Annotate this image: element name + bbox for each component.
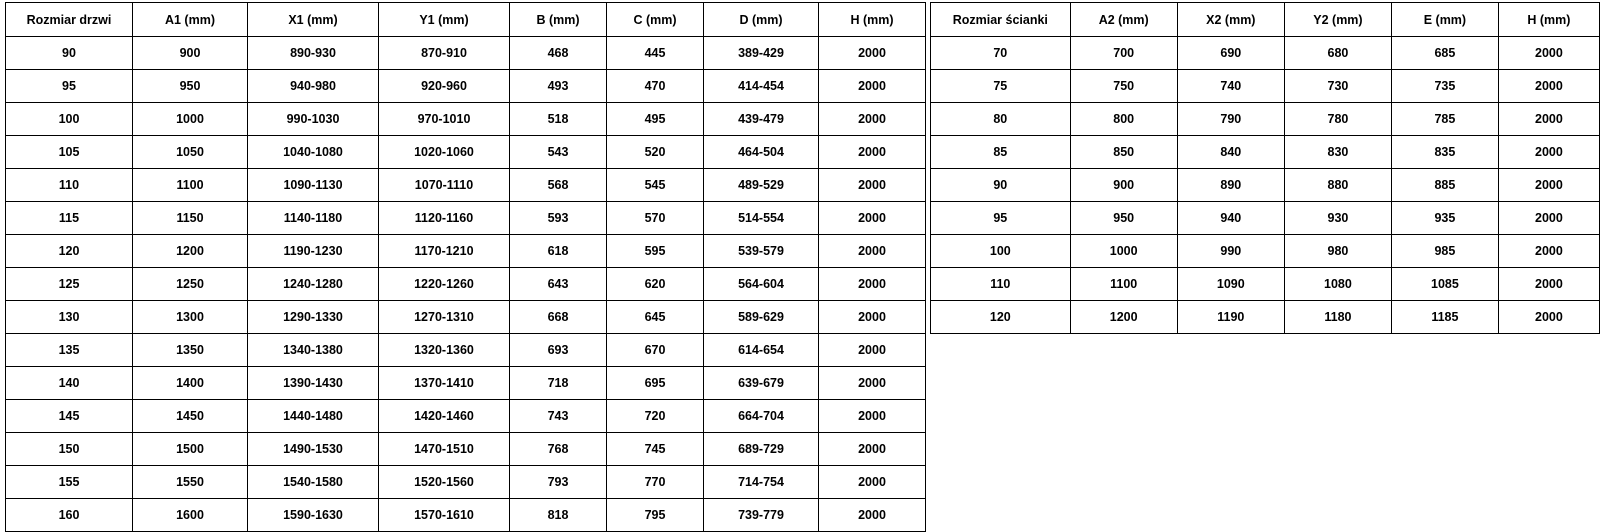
table-cell: 2000 <box>1498 235 1599 268</box>
table-cell: 890 <box>1177 169 1284 202</box>
table-cell: 2000 <box>1498 37 1599 70</box>
table-cell: 468 <box>510 37 607 70</box>
table-row <box>6 37 926 70</box>
table-cell: 743 <box>510 400 607 433</box>
table-cell: 990 <box>1177 235 1284 268</box>
table-cell: 1150 <box>133 202 248 235</box>
table-cell: 2000 <box>819 235 926 268</box>
table-row <box>6 70 926 103</box>
table-cell: 1590-1630 <box>248 499 379 532</box>
table-cell: 1550 <box>133 466 248 499</box>
table-cell: 1100 <box>1070 268 1177 301</box>
table-cell: 680 <box>1284 37 1391 70</box>
table-cell: 2000 <box>819 202 926 235</box>
table-cell: 770 <box>607 466 704 499</box>
table-cell: 940-980 <box>248 70 379 103</box>
table-cell: 2000 <box>819 400 926 433</box>
table-cell: 1300 <box>133 301 248 334</box>
table-cell: 1450 <box>133 400 248 433</box>
table-cell: 990-1030 <box>248 103 379 136</box>
table-cell: 2000 <box>819 136 926 169</box>
table-cell: 790 <box>1177 103 1284 136</box>
table-cell: 2000 <box>819 433 926 466</box>
table-cell: 445 <box>607 37 704 70</box>
table-cell: 1090 <box>1177 268 1284 301</box>
table-row <box>6 202 926 235</box>
table-cell: 1370-1410 <box>379 367 510 400</box>
table-cell: 140 <box>6 367 133 400</box>
table-header-row <box>6 3 926 37</box>
table-cell: 2000 <box>819 103 926 136</box>
table-cell: 95 <box>931 202 1071 235</box>
table-cell: 1470-1510 <box>379 433 510 466</box>
table-cell: 2000 <box>1498 301 1599 334</box>
table-cell: 668 <box>510 301 607 334</box>
table-cell: 935 <box>1391 202 1498 235</box>
table-cell: 1290-1330 <box>248 301 379 334</box>
table-cell: 593 <box>510 202 607 235</box>
column-header: B (mm) <box>510 3 607 37</box>
table-cell: 1190 <box>1177 301 1284 334</box>
table-cell: 850 <box>1070 136 1177 169</box>
table-cell: 1080 <box>1284 268 1391 301</box>
table-cell: 1220-1260 <box>379 268 510 301</box>
table-cell: 589-629 <box>704 301 819 334</box>
table-cell: 2000 <box>1498 268 1599 301</box>
table-cell: 1070-1110 <box>379 169 510 202</box>
table-cell: 620 <box>607 268 704 301</box>
table-cell: 2000 <box>819 169 926 202</box>
table-row <box>931 37 1600 70</box>
table-cell: 489-529 <box>704 169 819 202</box>
column-header: Rozmiar drzwi <box>6 3 133 37</box>
table-cell: 1120-1160 <box>379 202 510 235</box>
table-cell: 150 <box>6 433 133 466</box>
table-cell: 618 <box>510 235 607 268</box>
table-cell: 695 <box>607 367 704 400</box>
table-cell: 643 <box>510 268 607 301</box>
table-cell: 70 <box>931 37 1071 70</box>
table-cell: 2000 <box>1498 202 1599 235</box>
table-cell: 135 <box>6 334 133 367</box>
table-cell: 780 <box>1284 103 1391 136</box>
table-row <box>6 301 926 334</box>
table-cell: 2000 <box>819 268 926 301</box>
table-cell: 495 <box>607 103 704 136</box>
table-cell: 595 <box>607 235 704 268</box>
table-cell: 1500 <box>133 433 248 466</box>
table-cell: 1200 <box>1070 301 1177 334</box>
table-cell: 2000 <box>819 334 926 367</box>
table-cell: 1180 <box>1284 301 1391 334</box>
table-row <box>6 268 926 301</box>
table-cell: 115 <box>6 202 133 235</box>
table-cell: 840 <box>1177 136 1284 169</box>
table-header-row <box>931 3 1600 37</box>
table-cell: 700 <box>1070 37 1177 70</box>
table-cell: 950 <box>133 70 248 103</box>
table-cell: 1050 <box>133 136 248 169</box>
table-cell: 100 <box>6 103 133 136</box>
table-cell: 1190-1230 <box>248 235 379 268</box>
table-cell: 1420-1460 <box>379 400 510 433</box>
wall-size-table <box>930 2 1600 334</box>
table-cell: 1250 <box>133 268 248 301</box>
table-cell: 1040-1080 <box>248 136 379 169</box>
column-header: D (mm) <box>704 3 819 37</box>
table-cell: 730 <box>1284 70 1391 103</box>
table-cell: 130 <box>6 301 133 334</box>
table-cell: 745 <box>607 433 704 466</box>
table-cell: 105 <box>6 136 133 169</box>
table-cell: 414-454 <box>704 70 819 103</box>
table-cell: 160 <box>6 499 133 532</box>
table-cell: 85 <box>931 136 1071 169</box>
table-cell: 110 <box>931 268 1071 301</box>
table-cell: 800 <box>1070 103 1177 136</box>
table-row <box>931 268 1600 301</box>
table-cell: 970-1010 <box>379 103 510 136</box>
table-cell: 2000 <box>819 499 926 532</box>
table-cell: 1350 <box>133 334 248 367</box>
table-cell: 514-554 <box>704 202 819 235</box>
table-row <box>6 136 926 169</box>
table-cell: 818 <box>510 499 607 532</box>
table-cell: 693 <box>510 334 607 367</box>
table-cell: 1390-1430 <box>248 367 379 400</box>
table-row <box>6 235 926 268</box>
table-cell: 2000 <box>819 37 926 70</box>
table-cell: 75 <box>931 70 1071 103</box>
table-row <box>6 433 926 466</box>
table-cell: 1000 <box>133 103 248 136</box>
table-cell: 664-704 <box>704 400 819 433</box>
column-header: C (mm) <box>607 3 704 37</box>
table-cell: 1185 <box>1391 301 1498 334</box>
table-cell: 714-754 <box>704 466 819 499</box>
table-cell: 493 <box>510 70 607 103</box>
table-cell: 1090-1130 <box>248 169 379 202</box>
table-cell: 543 <box>510 136 607 169</box>
table-cell: 1270-1310 <box>379 301 510 334</box>
table-cell: 100 <box>931 235 1071 268</box>
table-cell: 389-429 <box>704 37 819 70</box>
table-row <box>6 466 926 499</box>
table-cell: 80 <box>931 103 1071 136</box>
table-cell: 1170-1210 <box>379 235 510 268</box>
table-cell: 2000 <box>1498 103 1599 136</box>
table-cell: 145 <box>6 400 133 433</box>
table-cell: 2000 <box>819 70 926 103</box>
table-cell: 639-679 <box>704 367 819 400</box>
table-row <box>931 235 1600 268</box>
door-size-table-container <box>5 2 926 532</box>
column-header: Y1 (mm) <box>379 3 510 37</box>
wall-size-table-container <box>930 2 1600 334</box>
table-cell: 570 <box>607 202 704 235</box>
table-cell: 2000 <box>1498 169 1599 202</box>
table-row <box>6 400 926 433</box>
table-cell: 793 <box>510 466 607 499</box>
table-cell: 125 <box>6 268 133 301</box>
table-row <box>931 70 1600 103</box>
table-row <box>931 202 1600 235</box>
table-cell: 1600 <box>133 499 248 532</box>
table-row <box>6 499 926 532</box>
table-cell: 885 <box>1391 169 1498 202</box>
table-cell: 545 <box>607 169 704 202</box>
table-cell: 739-779 <box>704 499 819 532</box>
table-cell: 985 <box>1391 235 1498 268</box>
table-cell: 90 <box>931 169 1071 202</box>
table-row <box>931 301 1600 334</box>
table-cell: 2000 <box>819 301 926 334</box>
table-cell: 564-604 <box>704 268 819 301</box>
table-cell: 930 <box>1284 202 1391 235</box>
table-cell: 2000 <box>819 466 926 499</box>
column-header: H (mm) <box>819 3 926 37</box>
table-cell: 670 <box>607 334 704 367</box>
table-cell: 689-729 <box>704 433 819 466</box>
table-cell: 785 <box>1391 103 1498 136</box>
table-cell: 470 <box>607 70 704 103</box>
table-cell: 645 <box>607 301 704 334</box>
table-cell: 2000 <box>1498 70 1599 103</box>
table-cell: 735 <box>1391 70 1498 103</box>
table-cell: 90 <box>6 37 133 70</box>
table-cell: 920-960 <box>379 70 510 103</box>
table-cell: 1320-1360 <box>379 334 510 367</box>
table-cell: 720 <box>607 400 704 433</box>
table-cell: 1440-1480 <box>248 400 379 433</box>
column-header: A2 (mm) <box>1070 3 1177 37</box>
table-row <box>6 334 926 367</box>
table-cell: 768 <box>510 433 607 466</box>
table-cell: 568 <box>510 169 607 202</box>
table-cell: 155 <box>6 466 133 499</box>
table-cell: 890-930 <box>248 37 379 70</box>
table-cell: 120 <box>931 301 1071 334</box>
table-cell: 518 <box>510 103 607 136</box>
table-cell: 830 <box>1284 136 1391 169</box>
table-row <box>931 169 1600 202</box>
table-cell: 900 <box>133 37 248 70</box>
table-cell: 1570-1610 <box>379 499 510 532</box>
table-cell: 1085 <box>1391 268 1498 301</box>
table-cell: 464-504 <box>704 136 819 169</box>
table-cell: 520 <box>607 136 704 169</box>
table-cell: 120 <box>6 235 133 268</box>
table-cell: 1490-1530 <box>248 433 379 466</box>
column-header: X2 (mm) <box>1177 3 1284 37</box>
table-cell: 900 <box>1070 169 1177 202</box>
table-cell: 1520-1560 <box>379 466 510 499</box>
table-cell: 95 <box>6 70 133 103</box>
table-cell: 1020-1060 <box>379 136 510 169</box>
column-header: Rozmiar ścianki <box>931 3 1071 37</box>
table-cell: 940 <box>1177 202 1284 235</box>
table-cell: 835 <box>1391 136 1498 169</box>
table-cell: 539-579 <box>704 235 819 268</box>
table-row <box>931 103 1600 136</box>
table-cell: 439-479 <box>704 103 819 136</box>
table-cell: 880 <box>1284 169 1391 202</box>
table-row <box>6 103 926 136</box>
table-cell: 1240-1280 <box>248 268 379 301</box>
column-header: Y2 (mm) <box>1284 3 1391 37</box>
table-cell: 1200 <box>133 235 248 268</box>
column-header: H (mm) <box>1498 3 1599 37</box>
table-cell: 614-654 <box>704 334 819 367</box>
table-cell: 740 <box>1177 70 1284 103</box>
table-cell: 980 <box>1284 235 1391 268</box>
column-header: E (mm) <box>1391 3 1498 37</box>
table-row <box>6 367 926 400</box>
table-cell: 1000 <box>1070 235 1177 268</box>
table-cell: 1340-1380 <box>248 334 379 367</box>
table-row <box>931 136 1600 169</box>
table-cell: 718 <box>510 367 607 400</box>
table-cell: 870-910 <box>379 37 510 70</box>
door-size-table <box>5 2 926 532</box>
table-cell: 110 <box>6 169 133 202</box>
table-cell: 685 <box>1391 37 1498 70</box>
table-cell: 1100 <box>133 169 248 202</box>
table-cell: 950 <box>1070 202 1177 235</box>
column-header: A1 (mm) <box>133 3 248 37</box>
table-cell: 795 <box>607 499 704 532</box>
table-cell: 750 <box>1070 70 1177 103</box>
table-cell: 2000 <box>1498 136 1599 169</box>
table-cell: 2000 <box>819 367 926 400</box>
table-cell: 1140-1180 <box>248 202 379 235</box>
table-cell: 1540-1580 <box>248 466 379 499</box>
table-row <box>6 169 926 202</box>
table-cell: 1400 <box>133 367 248 400</box>
table-cell: 690 <box>1177 37 1284 70</box>
column-header: X1 (mm) <box>248 3 379 37</box>
